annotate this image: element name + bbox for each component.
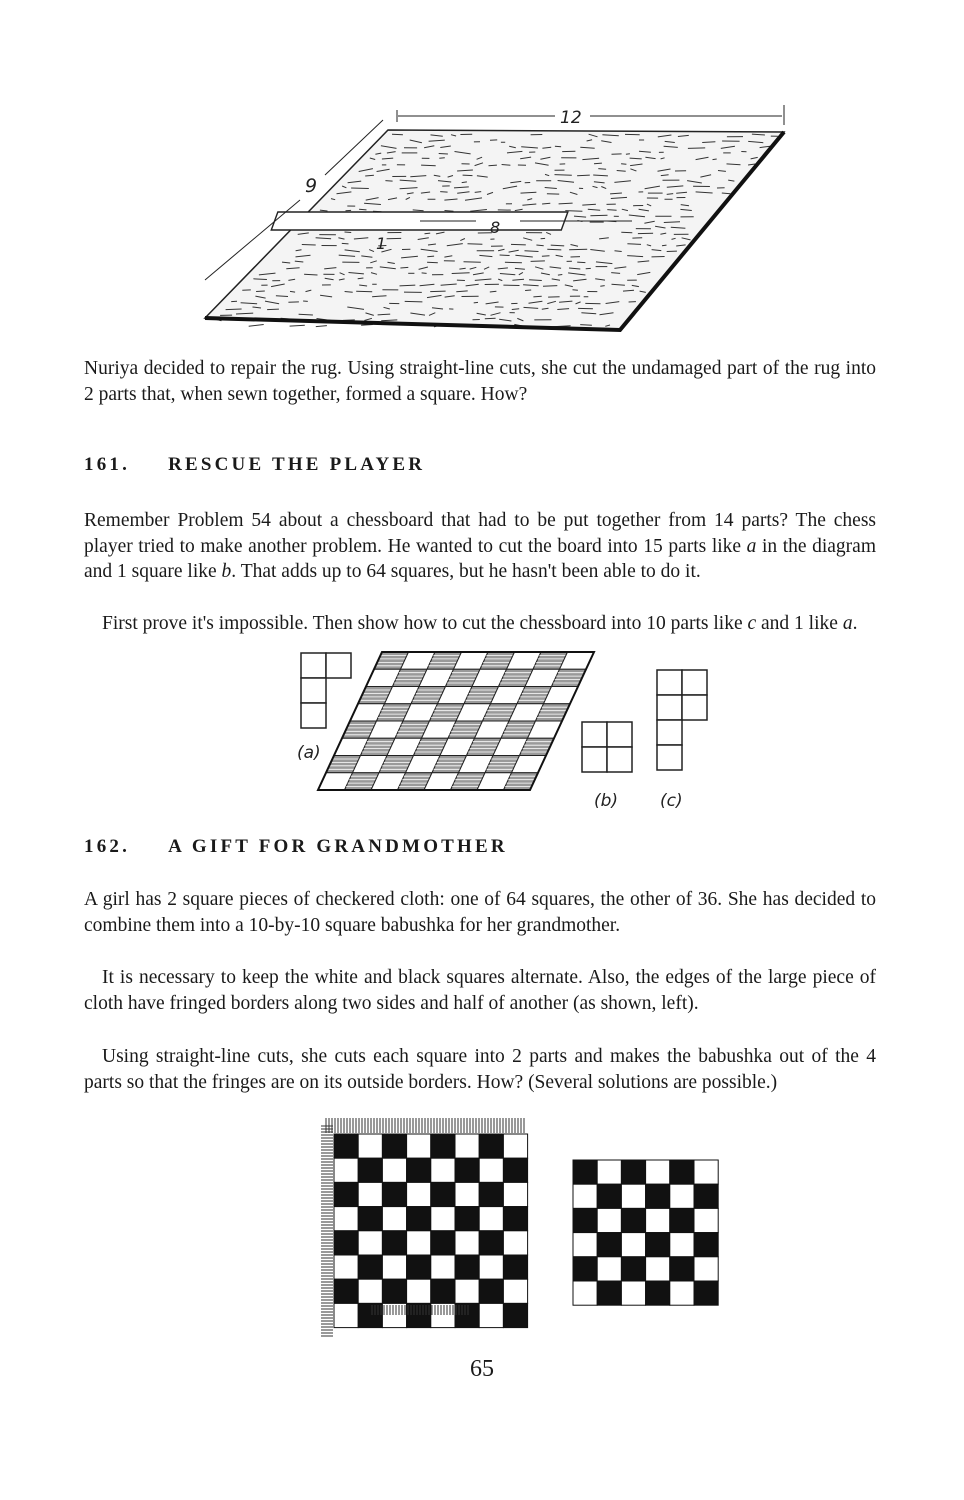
hole-length-dimension: 8 (490, 218, 501, 237)
chessboard-figure (0, 640, 964, 840)
problem-161-title: RESCUE THE PLAYER (168, 454, 426, 475)
p161-text: in the diagram and 1 square like (84, 535, 876, 582)
p161-text: and 1 like (756, 613, 843, 634)
p161-var-a: a (746, 535, 757, 557)
rug-top-dimension: 12 (560, 108, 582, 128)
problem-161-paragraph-2 (84, 611, 876, 637)
label-b: (b) (594, 791, 619, 811)
large-cloth-8x8 (334, 1134, 528, 1328)
piece-b-diagram (582, 722, 632, 772)
cloth-figure (0, 1108, 964, 1338)
problem-161-heading (84, 454, 425, 476)
piece-c-diagram (657, 670, 707, 770)
small-cloth-6x6 (573, 1160, 718, 1305)
p161-text: . (852, 613, 858, 634)
problem-162-title: A GIFT FOR GRANDMOTHER (168, 836, 508, 857)
p161-text: . That adds up to 64 squares, but he hasn't been able to do it. (231, 561, 701, 582)
problem-161-number: 161. (84, 454, 131, 475)
rug-description: Nuriya decided to repair the rug. Using straight-line cuts, she cut the undamaged part of the rug into 2 parts that, when sewn together, formed a square. How? (84, 358, 876, 405)
piece-a-diagram (301, 653, 351, 728)
p161-var-c: c (747, 613, 757, 634)
skewed-chessboard (318, 652, 594, 790)
problem-162-paragraph-2: It is necessary to keep the white and black squares alternate. Also, the edges of the large piece of cloth have fringed borders along two sides and half of another (as shown, left). (84, 967, 876, 1014)
p161-var-b: b (221, 561, 232, 582)
problem-162-paragraph-1: A girl has 2 square pieces of checkered cloth: one of 64 squares, the other of 36. She has decided to combine them into a 10-by-10 square babushka for her grandmother. (84, 889, 876, 936)
hole-width-dimension: 1 (376, 234, 387, 253)
rug-side-dimension: 9 (305, 175, 318, 197)
p161-text: First prove it's impossible. Then show how to cut the chessboard into 10 parts like (102, 613, 748, 634)
problem-162-heading (84, 836, 508, 858)
p161-text: Remember Problem 54 about a chessboard that had to be put together from 14 parts? The chess player tried to make another problem. He wanted to cut the board into 15 parts like (84, 510, 876, 557)
label-a: (a) (297, 743, 321, 763)
p161-var-a: a (842, 613, 853, 634)
problem-161-paragraph-1 (84, 508, 876, 585)
rug-figure (0, 0, 964, 360)
problem-162-number: 162. (84, 836, 131, 857)
problem-162-paragraph-3: Using straight-line cuts, she cuts each square into 2 parts and makes the babushka out of the 4 parts so that the fringes are on its outside borders. How? (Several solutions are possible.) (84, 1046, 876, 1093)
label-c: (c) (660, 791, 683, 811)
page-number: 65 (470, 1356, 494, 1382)
